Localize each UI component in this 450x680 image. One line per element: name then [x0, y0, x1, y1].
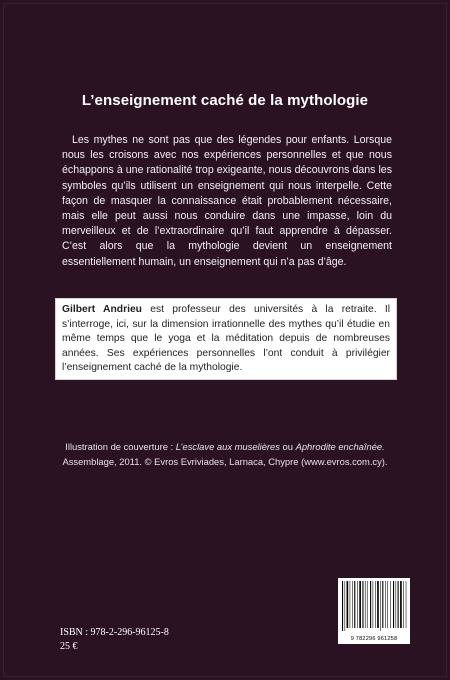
barcode-bar: [382, 581, 383, 628]
barcode-bar: [390, 581, 391, 628]
book-title: L’enseignement caché de la mythologie: [81, 92, 369, 109]
price: 25 €: [60, 641, 78, 652]
summary-paragraph: Les mythes ne sont pas que des légendes pour enfants. Lorsque nous les croisons avec nos expériences personnelles et que nous échappons à une rationalité trop exigeante, nous découvrons dans les symboles qu’ils utilisent un enseignement qui nous interpelle. Cette façon de masquer la connaissance était probablement nécessaire, mais elle peut aussi nous conduire dans une impasse, loin du merveilleux et de l’extraordinaire qu’il faut apprendre à dépasser. C’est alors que la mythologie devient un enseignement essentiellement humain, un enseignement qui n’a pas d’âge.: [62, 134, 392, 268]
barcode-bar: [377, 581, 379, 628]
credit-work-2: Aphrodite enchaînée.: [295, 441, 385, 452]
isbn: ISBN : 978-2-296-96125-8: [60, 627, 169, 638]
author-bio-text: est professeur des universités à la retraite. Il s’interroge, ici, sur la dimension irrationnelle des mythes qu’il étudie en même temps que le yoga et la méditation depuis de nombreuses années. Ses expériences personnelles l’ont conduit à privilégier l’enseignement caché de la mythologie.: [62, 304, 391, 374]
barcode-bar: [342, 581, 343, 631]
barcode-bar: [359, 581, 361, 628]
cover-illustration-credit: [0, 439, 450, 469]
barcode-bars: [341, 581, 407, 631]
credit-line-2: Assemblage, 2011. © Evros Evriviades, Larnaca, Chypre (www.evros.com.cy).: [62, 456, 388, 467]
credit-work-1: L’esclave aux muselières: [175, 441, 280, 452]
barcode-bar: [354, 581, 355, 628]
author-bio-box: [55, 298, 397, 380]
barcode: [338, 578, 410, 644]
barcode-bar: [370, 581, 371, 628]
barcode-bar: [347, 581, 349, 628]
author-name: Gilbert Andrieu: [62, 304, 142, 315]
barcode-bar: [403, 581, 404, 628]
barcode-bar: [387, 581, 388, 628]
author-bio: [62, 303, 390, 376]
barcode-bar: [350, 581, 351, 628]
barcode-bar: [393, 581, 394, 628]
credit-joiner: ou: [279, 441, 296, 452]
barcode-bar: [345, 581, 346, 631]
barcode-bar: [375, 581, 376, 628]
barcode-bar: [373, 581, 374, 628]
barcode-digits: 9 782296 961258: [350, 636, 398, 642]
barcode-bar: [367, 581, 368, 628]
barcode-bar: [398, 581, 399, 628]
credit-prefix: Illustration de couverture :: [65, 441, 176, 452]
barcode-bar: [357, 581, 358, 628]
barcode-bar: [352, 581, 353, 628]
barcode-bar: [385, 581, 386, 628]
barcode-bar: [396, 581, 397, 628]
barcode-bar: [362, 581, 363, 628]
barcode-bar: [380, 581, 381, 631]
barcode-bar: [365, 581, 366, 628]
barcode-bar: [400, 581, 402, 628]
barcode-bar: [406, 581, 407, 628]
